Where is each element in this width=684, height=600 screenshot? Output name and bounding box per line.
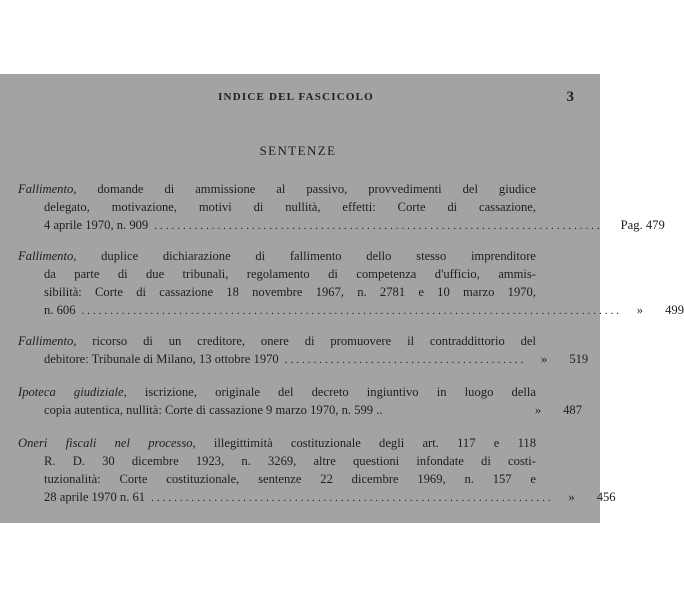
document-page	[0, 74, 684, 523]
entry-last-line	[18, 350, 589, 368]
dot-leader: ..............................................................................	[154, 220, 603, 232]
entry-line	[18, 332, 536, 350]
index-entry	[18, 383, 582, 419]
page-number: 3	[566, 89, 574, 105]
entry-last-line	[18, 216, 665, 234]
entry-keyword: Fallimento	[18, 182, 74, 196]
entry-text: , illegittimità costituzionale degli art. 117 e 118	[192, 436, 536, 450]
entry-line	[18, 434, 536, 452]
index-entry	[18, 332, 589, 368]
page-value: 456	[596, 490, 616, 504]
entry-last-line	[18, 301, 684, 319]
entry-line: sibilità: Corte di cassazione 18 novembre 1967, n. 2781 e 10 marzo 1970,	[44, 285, 536, 299]
dot-leader: ......................................................................	[151, 492, 554, 504]
entry-line	[18, 247, 536, 265]
section-title: SENTENZE	[259, 143, 337, 158]
entry-text: n. 606	[44, 303, 76, 317]
entry-line	[18, 383, 536, 401]
entry-text: debitore: Tribunale di Milano, 13 ottobre 1970	[44, 352, 279, 366]
page-prefix: Pag.	[620, 218, 643, 232]
header-title: INDICE DEL FASCICOLO	[218, 91, 374, 103]
page-value: 519	[569, 352, 589, 366]
index-entry	[18, 180, 665, 234]
page-prefix: »	[568, 490, 575, 504]
entry-keyword: Ipoteca giudiziale	[18, 385, 124, 399]
entry-text: , ricorso di un creditore, onere di promuovere il contraddittorio del	[73, 334, 536, 348]
entry-line: da parte di due tribunali, regolamento di competenza d'ufficio, ammis-	[44, 267, 536, 281]
entry-text: 4 aprile 1970, n. 909	[44, 218, 149, 232]
page-reference	[530, 350, 588, 368]
page-header	[0, 91, 600, 109]
page-value: 479	[645, 218, 665, 232]
page-prefix: »	[541, 352, 548, 366]
page-value: 487	[563, 403, 582, 417]
dot-leader: ..........................................	[284, 354, 527, 366]
entry-text: , domande di ammissione al passivo, provvedimenti del giudice	[73, 182, 536, 196]
page-reference	[558, 488, 616, 506]
page-prefix: »	[534, 403, 542, 417]
entry-line	[18, 180, 536, 198]
entry-text: , duplice dichiarazione di fallimento dello stesso imprenditore	[73, 249, 536, 263]
page-value: 499	[665, 303, 684, 317]
entry-line: delegato, motivazione, motivi di nullità, effetti: Corte di cassazione,	[44, 200, 536, 214]
entry-last-line	[18, 401, 582, 419]
entry-text: 28 aprile 1970 n. 61	[44, 490, 146, 504]
page-reference	[524, 401, 582, 419]
entry-text: copia autentica, nullità: Corte di cassazione 9 marzo 1970, n. 599 ..	[44, 403, 383, 417]
index-entry	[18, 247, 684, 319]
entry-keyword: Oneri fiscali nel processo	[18, 436, 193, 450]
entry-last-line	[18, 488, 616, 506]
entry-keyword: Fallimento	[18, 334, 74, 348]
page-reference	[607, 216, 665, 234]
entry-line: R. D. 30 dicembre 1923, n. 3269, altre questioni infondate di costi-	[44, 454, 536, 468]
dot-leader: ..............................................................................................	[81, 305, 622, 317]
page-reference	[626, 301, 684, 319]
index-entry	[18, 434, 616, 506]
entry-keyword: Fallimento	[18, 249, 74, 263]
page-prefix: »	[636, 303, 644, 317]
entry-line: tuzionalità: Corte costituzionale, sentenze 22 dicembre 1969, n. 157 e	[44, 472, 536, 486]
entry-text: , iscrizione, originale del decreto ingiuntivo in luogo della	[123, 385, 536, 399]
